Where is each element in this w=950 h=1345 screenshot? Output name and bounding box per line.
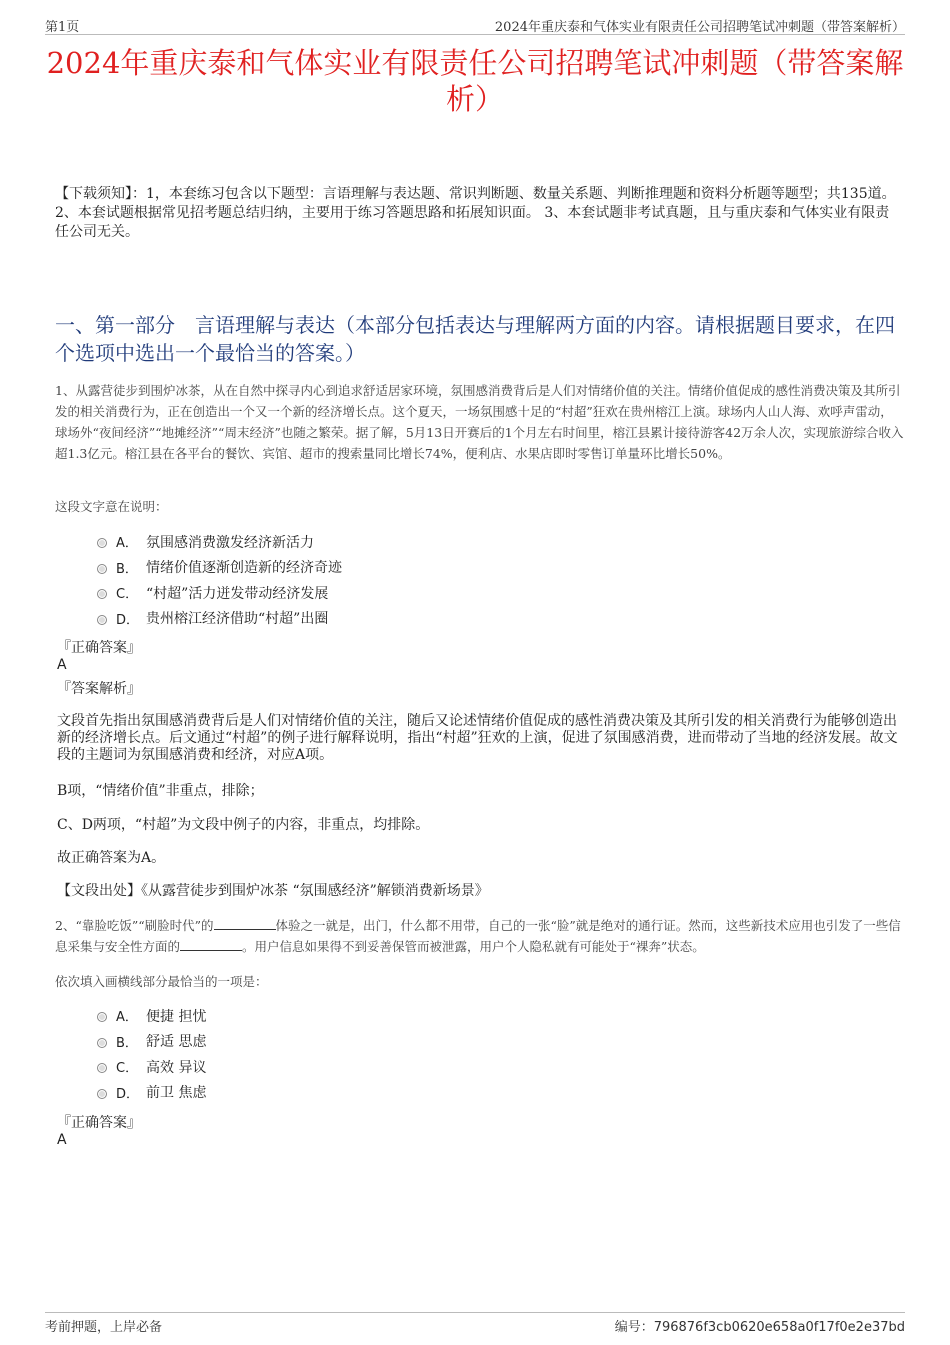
- q1-answer-label: 『正确答案』: [57, 640, 141, 656]
- q1-analysis-b: B项，“情绪价值”非重点，排除；: [57, 783, 264, 799]
- option-text: “村超”活力迸发带动经济发展: [146, 585, 329, 602]
- section-heading: 一、第一部分 言语理解与表达（本部分包括表达与理解两方面的内容。请根据题目要求，在四个选项中选出一个最恰当的答案。）: [55, 313, 895, 365]
- q1-analysis-conclusion: 故正确答案为A。: [57, 850, 166, 866]
- footer-slogan: 考前押题，上岸必备: [45, 1320, 163, 1335]
- q2-option-c[interactable]: C． 高效 异议: [97, 1054, 797, 1080]
- option-text: 便捷 担忧: [146, 1008, 207, 1025]
- q1-source: 【文段出处】《从露营徒步到围炉冰茶 “氛围感经济”解锁消费新场景》: [57, 883, 489, 899]
- q2-answer-label: 『正确答案』: [57, 1115, 141, 1131]
- question-2-stem: 2、“靠脸吃饭”“刷脸时代”的 体验之一就是，出门，什么都不用带，自己的一张“脸”就是绝对的通行证。然而，这些新技术应用也引发了一些信息采集与安全性方面的 。用户信息如果得不到妥善保管而被泄露，用户个人隐私就有可能处于“裸奔”状态。: [55, 918, 901, 954]
- page-title: 2024年重庆泰和气体实业有限责任公司招聘笔试冲刺题（带答案解析）: [46, 46, 904, 116]
- page-header: [45, 14, 905, 35]
- option-text: 贵州榕江经济借助“村超”出圈: [146, 611, 329, 628]
- q1-option-c[interactable]: C． “村超”活力迸发带动经济发展: [97, 580, 797, 606]
- q2-option-b[interactable]: B． 舒适 思虑: [97, 1029, 797, 1055]
- header-doc-title: 2024年重庆泰和气体实业有限责任公司招聘笔试冲刺题（带答案解析）: [494, 20, 905, 35]
- q2-answer: A: [57, 1132, 67, 1148]
- q1-option-a[interactable]: A． 氛围感消费激发经济新活力: [97, 529, 797, 555]
- question-1-prompt: 这段文字意在说明：: [55, 499, 168, 514]
- fill-blank: [180, 938, 242, 951]
- radio-icon[interactable]: [97, 615, 107, 625]
- radio-icon[interactable]: [97, 564, 107, 574]
- page-footer: [45, 1312, 905, 1337]
- q2-option-a[interactable]: A． 便捷 担忧: [97, 1003, 797, 1029]
- q1-option-b[interactable]: B． 情绪价值逐渐创造新的经济奇迹: [97, 555, 797, 581]
- page-number: 第1页: [45, 20, 80, 35]
- radio-icon[interactable]: [97, 1012, 107, 1022]
- radio-icon[interactable]: [97, 1089, 107, 1099]
- q1-option-d[interactable]: D． 贵州榕江经济借助“村超”出圈: [97, 606, 797, 632]
- fill-blank: [214, 917, 276, 930]
- q1-analysis-cd: C、D两项，“村超”为文段中例子的内容，非重点，均排除。: [57, 817, 430, 833]
- question-2-options: [97, 1003, 797, 1105]
- option-text: 情绪价值逐渐创造新的经济奇迹: [146, 560, 342, 577]
- radio-icon[interactable]: [97, 538, 107, 548]
- q1-analysis-paragraph: 文段首先指出氛围感消费背后是人们对情绪价值的关注，随后又论述情绪价值促成的感性消费决策及其所引发的相关消费行为能够创造出新的经济增长点。后文通过“村超”的例子进行解释说明，指出“村超”狂欢的上演，促进了氛围感消费，进而带动了当地的经济发展。故文段的主题词为氛围感消费和经济，对应A项。: [57, 713, 898, 763]
- option-text: 前卫 焦虑: [146, 1085, 207, 1102]
- radio-icon[interactable]: [97, 589, 107, 599]
- question-1-stem: 1、从露营徒步到围炉冰茶，从在自然中探寻内心到追求舒适居家环境，氛围感消费背后是人们对情绪价值的关注。情绪价值促成的感性消费决策及其所引发的相关消费行为，正在创造出一个又一个新的经济增长点。这个夏天，一场氛围感十足的“村超”狂欢在贵州榕江上演。球场内人山人海、欢呼声雷动，球场外“夜间经济”“地摊经济”“周末经济”也随之繁荣。据了解，5月13日开赛后的1个月左右时间里，榕江县累计接待游客42万余人次，实现旅游综合收入超1.3亿元。榕江县在各平台的餐饮、宾馆、超市的搜索量同比增长74%，便利店、水果店即时零售订单量环比增长50%。: [55, 383, 904, 461]
- question-1-options: [97, 529, 797, 631]
- option-text: 舒适 思虑: [146, 1034, 207, 1051]
- option-text: 高效 异议: [146, 1059, 207, 1076]
- download-notice: 【下载须知】：1，本套练习包含以下题型：言语理解与表达题、常识判断题、数量关系题、判断推理题和资料分析题等题型；共135道。 2、本套试题根据常见招考题总结归纳，主要用于练习答题思路和拓展知识面。 3、本套试题非考试真题，且与重庆泰和气体实业有限责任公司无关。: [55, 186, 896, 240]
- q1-analysis-label: 『答案解析』: [57, 681, 141, 697]
- q1-answer: A: [57, 657, 67, 673]
- option-text: 氛围感消费激发经济新活力: [146, 534, 314, 551]
- radio-icon[interactable]: [97, 1038, 107, 1048]
- q2-option-d[interactable]: D． 前卫 焦虑: [97, 1080, 797, 1106]
- question-2-prompt: 依次填入画横线部分最恰当的一项是：: [55, 974, 268, 989]
- footer-code: 编号：796876f3cb0620e658a0f17f0e2e37bd: [614, 1320, 905, 1335]
- radio-icon[interactable]: [97, 1063, 107, 1073]
